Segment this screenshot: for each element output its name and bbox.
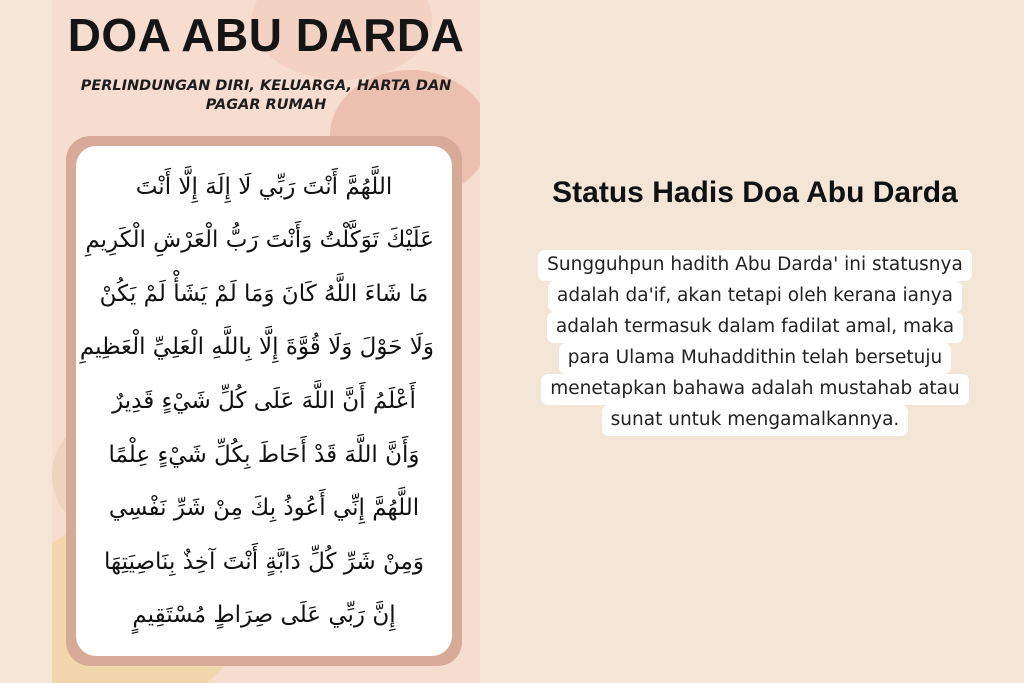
prayer-line: اللَّهُمَّ إِنِّي أَعُوذُ بِكَ مِنْ شَرِّ نَفْسِي	[108, 495, 420, 522]
poster-subtitle-line: PERLINDUNGAN DIRI, KELUARGA, HARTA DAN	[80, 78, 452, 94]
prayer-line: عَلَيْكَ تَوَكَّلْتُ وَأَنْتَ رَبُّ الْعَرْشِ الْكَرِيمِ	[85, 227, 434, 254]
poster-title: DOA ABU DARDA	[67, 9, 465, 61]
status-text-line: adalah termasuk dalam fadilat amal, maka	[547, 312, 963, 343]
prayer-line: اللَّهُمَّ أَنْتَ رَبِّي لَا إِلَهَ إِلَّا أَنْتَ	[135, 173, 393, 200]
prayer-line: وَلَا حَوْلَ وَلَا قُوَّةَ إِلَّا بِاللَّهِ الْعَلِيِّ الْعَظِيمِ	[79, 334, 434, 361]
prayer-line: وَمِنْ شَرِّ كُلِّ دَابَّةٍ أَنْتَ آخِذٌ بِنَاصِيَتِهَا	[104, 548, 424, 575]
status-text-line: sunat untuk mengamalkannya.	[602, 405, 909, 436]
status-text-line: para Ulama Muhaddithin telah bersetuju	[559, 343, 952, 374]
prayer-line: وَأَنَّ اللَّهَ قَدْ أَحَاطَ بِكُلِّ شَيْءٍ عِلْمًا	[108, 441, 420, 468]
status-text-line: menetapkan bahawa adalah mustahab atau	[541, 374, 968, 405]
status-title: Status Hadis Doa Abu Darda	[552, 176, 958, 209]
status-text-line: adalah da'if, akan tetapi oleh kerana ianya	[548, 281, 962, 312]
status-text-line: Sungguhpun hadith Abu Darda' ini statusnya	[538, 250, 972, 281]
poster-subtitle-line: PAGAR RUMAH	[205, 97, 327, 113]
status-paragraph	[500, 250, 1010, 436]
prayer-card-frame	[66, 136, 462, 666]
poster-subtitle	[52, 77, 480, 115]
prayer-card	[76, 146, 452, 656]
prayer-line: إِنَّ رَبِّي عَلَى صِرَاطٍ مُسْتَقِيمٍ	[132, 602, 396, 629]
prayer-line: مَا شَاءَ اللَّهُ كَانَ وَمَا لَمْ يَشَأْ لَمْ يَكُنْ	[99, 280, 429, 307]
prayer-line: أَعْلَمُ أَنَّ اللَّهَ عَلَى كُلِّ شَيْءٍ قَدِيرٌ	[112, 387, 416, 414]
